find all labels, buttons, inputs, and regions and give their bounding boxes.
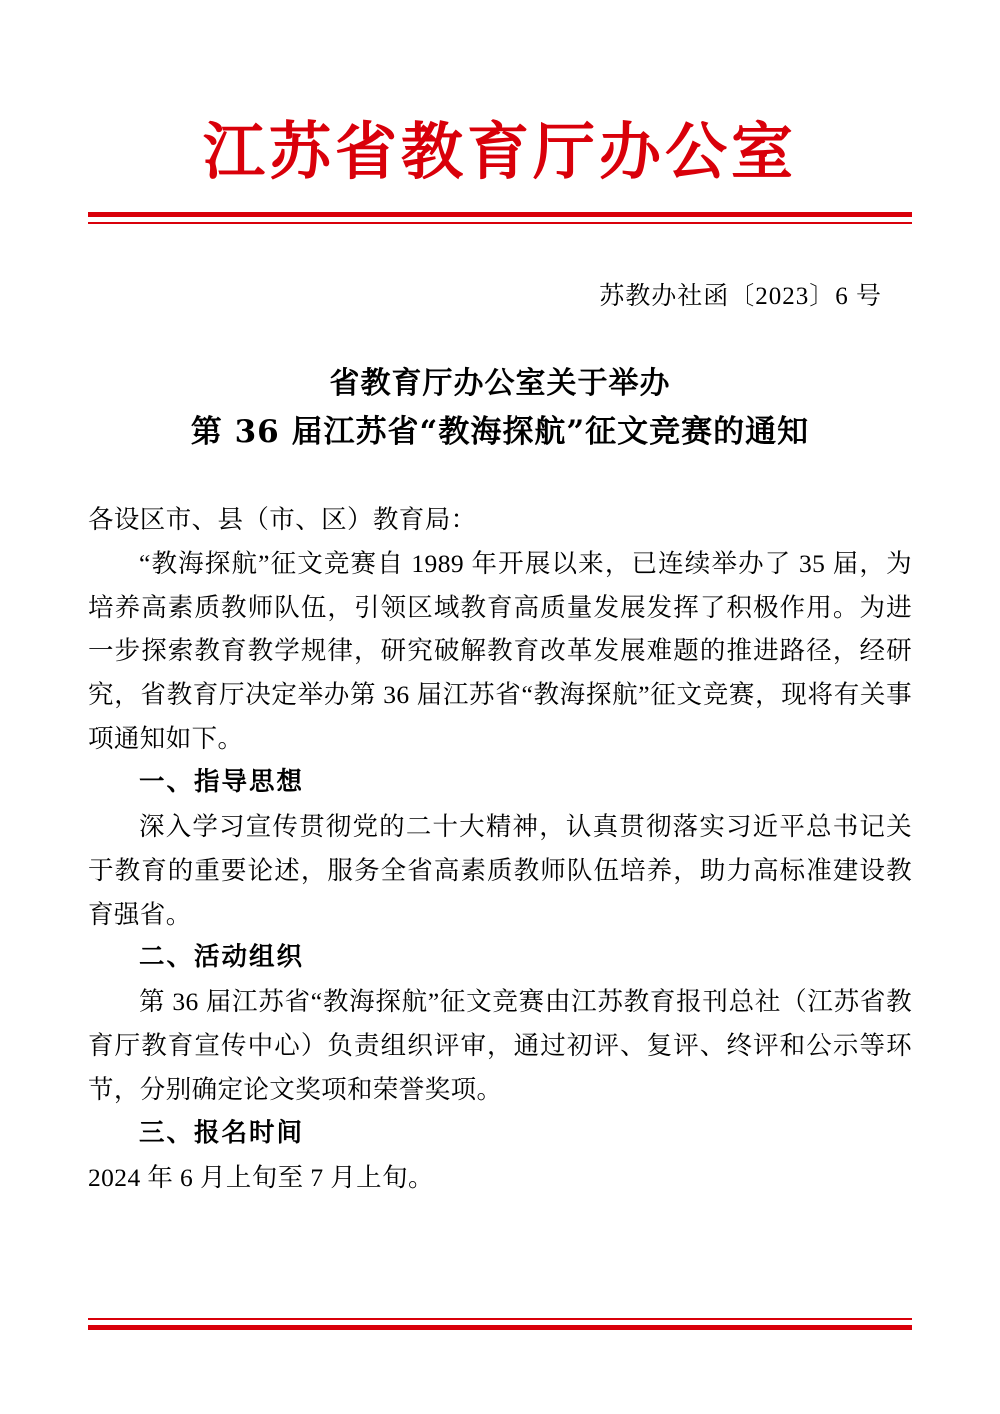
title-line-2: 第 36 届江苏省“教海探航”征文竞赛的通知 [190, 414, 810, 451]
section-body-1: 深入学习宣传贯彻党的二十大精神，认真贯彻落实习近平总书记关于教育的重要论述，服务全省高素质教师队伍培养，助力高标准建设教育强省。 [88, 811, 912, 929]
intro-paragraph: “教海探航”征文竞赛自 1989 年开展以来，已连续举办了 35 届，为培养高素质教师队伍，引领区域教育高质量发展发挥了积极作用。为进一步探索教育教学规律，研究破解教育改革发展难题的推进路径，经研究，省教育厅决定举办第 36 届江苏省“教海探航”征文竞赛，现将有关事项通知如下。 [88, 548, 912, 754]
document-body [88, 498, 912, 1200]
section-body-3: 2024 年 6 月上旬至 7 月上旬。 [88, 1162, 434, 1192]
section-heading-2: 二、活动组织 [139, 942, 305, 973]
masthead-rule-thick [88, 212, 912, 217]
footer-rules [88, 1318, 912, 1330]
masthead-rule-thin [88, 222, 912, 224]
footer-rule-thin [88, 1318, 912, 1320]
section-heading-3: 三、报名时间 [139, 1117, 305, 1148]
section-heading-1: 一、指导思想 [139, 766, 305, 797]
masthead [88, 0, 912, 186]
title-line-1: 省教育厅办公室关于举办 [329, 366, 671, 402]
footer-rule-thick [88, 1325, 912, 1330]
page-title [88, 360, 912, 458]
issuer-title: 江苏省教育厅办公室 [202, 115, 797, 188]
document-number: 苏教办社函〔2023〕6 号 [599, 283, 882, 311]
salutation: 各设区市、县（市、区）教育局： [88, 504, 477, 534]
section-body-2: 第 36 届江苏省“教海探航”征文竞赛由江苏教育报刊总社（江苏省教育厅教育宣传中心）负责组织评审，通过初评、复评、终评和公示等环节，分别确定论文奖项和荣誉奖项。 [88, 987, 912, 1104]
